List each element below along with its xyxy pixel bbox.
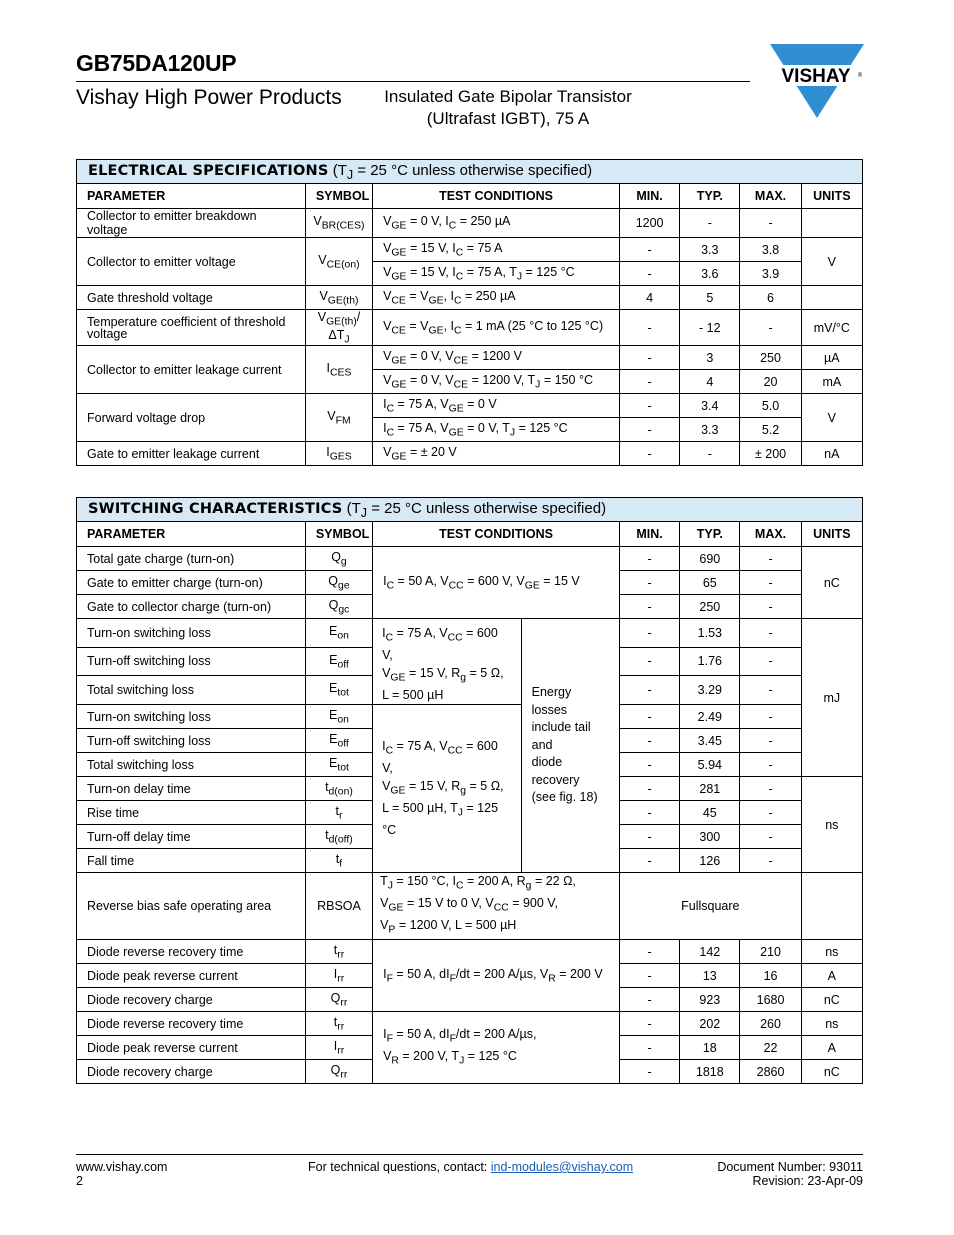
parameter-cell: Total switching loss (77, 676, 306, 705)
min-cell: - (619, 801, 679, 825)
min-cell: - (619, 1036, 679, 1060)
col-test-conditions: TEST CONDITIONS (373, 522, 620, 547)
typ-cell: 3.3 (680, 238, 740, 262)
unit-cell: mA (801, 370, 862, 394)
typ-cell: - (680, 442, 740, 466)
footer-left (76, 1160, 167, 1188)
unit-cell: nC (801, 988, 862, 1012)
typ-cell: 923 (680, 988, 740, 1012)
col-typ: TYP. (680, 522, 740, 547)
table-row (77, 286, 863, 310)
typ-cell: 250 (680, 595, 740, 619)
min-cell: - (619, 394, 679, 418)
condition-cell: $V_{GE}$ = ± 20 V (373, 442, 620, 466)
max-cell: - (740, 729, 801, 753)
typ-cell: 281 (680, 777, 740, 801)
parameter-cell: Turn-on switching loss (77, 619, 306, 648)
table-row (77, 619, 863, 648)
symbol-cell: $E_{on}$ (305, 705, 372, 729)
parameter-cell: Collector to emitter voltage (77, 238, 306, 286)
condition-cell: $V_{GE} = 15$ V, $I_C = 75$ A (373, 238, 620, 262)
min-cell: - (619, 238, 679, 262)
min-cell: - (619, 595, 679, 619)
parameter-cell: Diode peak reverse current (77, 964, 306, 988)
symbol-cell: $V_{FM}$ (305, 394, 372, 442)
parameter-cell: Turn-off switching loss (77, 647, 306, 676)
parameter-cell: Collector to emitter breakdown voltage (77, 209, 306, 238)
typ-cell: 3.45 (680, 729, 740, 753)
parameter-cell: Temperature coefficient of threshold voltage (77, 310, 306, 346)
title-line-2: (Ultrafast IGBT), 75 A (426, 109, 590, 128)
parameter-cell: Rise time (77, 801, 306, 825)
table-row (77, 705, 863, 729)
symbol-cell: $Q_{rr}$ (305, 1060, 372, 1084)
min-cell: - (619, 753, 679, 777)
typ-cell: 1.76 (680, 647, 740, 676)
max-cell: - (740, 571, 801, 595)
parameter-cell: Diode recovery charge (77, 1060, 306, 1084)
parameter-cell: Reverse bias safe operating area (77, 873, 306, 940)
min-cell: - (619, 310, 679, 346)
condition-cell: $V_{CE} = V_{GE}$, $I_C = 250$ µA (373, 286, 620, 310)
footer-right (717, 1160, 863, 1188)
max-cell: - (740, 647, 801, 676)
unit-cell: V (801, 394, 862, 442)
min-cell: - (619, 676, 679, 705)
min-cell: - (619, 940, 679, 964)
symbol-cell: $Q_{rr}$ (305, 988, 372, 1012)
col-min: MIN. (619, 522, 679, 547)
max-cell: 16 (740, 964, 801, 988)
footer-website[interactable]: www.vishay.com (76, 1160, 168, 1174)
typ-cell: 4 (680, 370, 740, 394)
vishay-logo (770, 44, 864, 120)
table-row (77, 238, 863, 262)
footer-revision: Revision: 23-Apr-09 (752, 1174, 863, 1188)
symbol-cell: RBSOA (305, 873, 372, 940)
table-row (77, 1012, 863, 1036)
unit-cell: V (801, 238, 862, 286)
footer-page-number: 2 (76, 1174, 83, 1188)
max-cell: 260 (740, 1012, 801, 1036)
condition-cell: $I_C = 75$ A, $V_{GE} = 0$ V, $T_J = 125$ °C (373, 418, 620, 442)
unit-cell: mV/°C (801, 310, 862, 346)
max-cell: 20 (740, 370, 801, 394)
unit-cell: nC (801, 1060, 862, 1084)
symbol-cell: $Q_{gc}$ (305, 595, 372, 619)
typ-cell: 5.94 (680, 753, 740, 777)
typ-cell: 3.6 (680, 262, 740, 286)
symbol-cell: $V_{GE(th)}$ (305, 286, 372, 310)
parameter-cell: Turn-off delay time (77, 825, 306, 849)
max-cell: 5.0 (740, 394, 801, 418)
title-line-1: Insulated Gate Bipolar Transistor (384, 87, 632, 106)
symbol-cell: $t_{d(off)}$ (305, 825, 372, 849)
typ-cell: 690 (680, 547, 740, 571)
max-cell: - (740, 310, 801, 346)
electrical-table-title: ELECTRICAL SPECIFICATIONS ($T_J = 25$ °C unless otherwise specified) (77, 160, 863, 184)
footer-contact (308, 1160, 633, 1174)
parameter-cell: Gate threshold voltage (77, 286, 306, 310)
parameter-cell: Gate to collector charge (turn-on) (77, 595, 306, 619)
col-units: UNITS (801, 522, 862, 547)
condition-cell: $I_C = 75$ A, $V_{CC} = 600$ V, $V_{GE} = 15$ V, $R_g = 5$ Ω, L = 500 µH (373, 619, 522, 705)
typ-cell: 1.53 (680, 619, 740, 648)
condition-cell: $I_F = 50$ A, $dI_F/dt = 200$ A/µs, $V_R = 200$ V (373, 940, 620, 1012)
condition-cell: $I_C = 50$ A, $V_{CC} = 600$ V, $V_{GE} = 15$ V (373, 547, 620, 619)
col-min: MIN. (619, 184, 679, 209)
condition-cell: $V_{GE} = 0$ V, $V_{CE} = 1200$ V, $T_J = 150$ °C (373, 370, 620, 394)
max-cell: - (740, 209, 801, 238)
max-cell: 3.9 (740, 262, 801, 286)
min-cell: - (619, 988, 679, 1012)
company-name: Vishay High Power Products (76, 86, 342, 109)
min-cell: - (619, 370, 679, 394)
unit-cell: ns (801, 777, 862, 873)
col-test-conditions: TEST CONDITIONS (373, 184, 620, 209)
typ-cell: 65 (680, 571, 740, 595)
col-typ: TYP. (680, 184, 740, 209)
symbol-cell: $E_{off}$ (305, 729, 372, 753)
typ-cell: 5 (680, 286, 740, 310)
max-cell: 5.2 (740, 418, 801, 442)
symbol-cell: $t_{rr}$ (305, 940, 372, 964)
max-cell: - (740, 849, 801, 873)
max-cell: - (740, 595, 801, 619)
table-row (77, 442, 863, 466)
parameter-cell: Turn-on delay time (77, 777, 306, 801)
typ-cell: 3.4 (680, 394, 740, 418)
min-cell: - (619, 619, 679, 648)
col-parameter: PARAMETER (77, 522, 306, 547)
symbol-cell: $t_r$ (305, 801, 372, 825)
max-cell: - (740, 547, 801, 571)
max-cell: 2860 (740, 1060, 801, 1084)
col-symbol: SYMBOL (305, 522, 372, 547)
max-cell: 210 (740, 940, 801, 964)
unit-cell: µA (801, 346, 862, 370)
symbol-cell: $Q_g$ (305, 547, 372, 571)
symbol-cell: $I_{rr}$ (305, 1036, 372, 1060)
condition-cell: $I_C = 75$ A, $V_{GE} = 0$ V (373, 394, 620, 418)
typ-cell: 2.49 (680, 705, 740, 729)
col-parameter: PARAMETER (77, 184, 306, 209)
parameter-cell: Collector to emitter leakage current (77, 346, 306, 394)
footer-document-number: Document Number: 93011 (717, 1160, 863, 1174)
vishay-logo-text: VISHAY (781, 66, 851, 87)
min-cell: - (619, 825, 679, 849)
symbol-cell: $I_{CES}$ (305, 346, 372, 394)
parameter-cell: Diode peak reverse current (77, 1036, 306, 1060)
symbol-cell: $V_{GE(th)}/\Delta T_J$ (305, 310, 372, 346)
table-row (77, 310, 863, 346)
part-number: GB75DA120UP (76, 50, 237, 76)
min-cell: - (619, 849, 679, 873)
max-cell: - (740, 619, 801, 648)
typ-cell: 3.29 (680, 676, 740, 705)
symbol-cell: $t_{d(on)}$ (305, 777, 372, 801)
unit-cell: A (801, 964, 862, 988)
typ-cell: 202 (680, 1012, 740, 1036)
symbol-cell: $E_{tot}$ (305, 676, 372, 705)
max-cell: - (740, 753, 801, 777)
parameter-cell: Total switching loss (77, 753, 306, 777)
symbol-cell: $V_{BR(CES)}$ (305, 209, 372, 238)
unit-cell: A (801, 1036, 862, 1060)
min-cell: - (619, 571, 679, 595)
symbol-cell: $Q_{ge}$ (305, 571, 372, 595)
table-row (77, 940, 863, 964)
min-cell: - (619, 346, 679, 370)
typ-cell: 142 (680, 940, 740, 964)
max-cell: 22 (740, 1036, 801, 1060)
max-cell: - (740, 825, 801, 849)
document-title (366, 86, 650, 130)
min-cell: - (619, 777, 679, 801)
min-cell: - (619, 705, 679, 729)
condition-cell: $I_F = 50$ A, $dI_F/dt = 200$ A/µs, $V_R = 200$ V, $T_J = 125$ °C (373, 1012, 620, 1084)
table-row (77, 547, 863, 571)
min-cell: 4 (619, 286, 679, 310)
min-cell: - (619, 418, 679, 442)
parameter-cell: Diode reverse recovery time (77, 940, 306, 964)
header-rule (76, 81, 750, 82)
typ-cell: 18 (680, 1036, 740, 1060)
min-cell: - (619, 1060, 679, 1084)
energy-note-cell: Energy losses include tail and diode recovery (see fig. 18) (521, 619, 619, 873)
typ-cell: 126 (680, 849, 740, 873)
max-cell: - (740, 801, 801, 825)
switching-characteristics-table (76, 497, 863, 1084)
symbol-cell: $I_{GES}$ (305, 442, 372, 466)
electrical-specifications-table (76, 159, 863, 466)
max-cell: - (740, 705, 801, 729)
rbsoa-value-cell: Fullsquare (619, 873, 801, 940)
table-row (77, 346, 863, 370)
typ-cell: 3 (680, 346, 740, 370)
typ-cell: 300 (680, 825, 740, 849)
max-cell: 6 (740, 286, 801, 310)
parameter-cell: Turn-on switching loss (77, 705, 306, 729)
col-symbol: SYMBOL (305, 184, 372, 209)
min-cell: - (619, 262, 679, 286)
typ-cell: 3.3 (680, 418, 740, 442)
typ-cell: 45 (680, 801, 740, 825)
symbol-cell: $t_{rr}$ (305, 1012, 372, 1036)
footer-contact-email-link[interactable]: ind-modules@vishay.com (490, 1160, 634, 1174)
condition-cell: $V_{CE} = V_{GE}$, $I_C = 1$ mA (25 °C to 125 °C) (373, 310, 620, 346)
vishay-logo-registered: ® (857, 73, 863, 79)
max-cell: 250 (740, 346, 801, 370)
max-cell: ± 200 (740, 442, 801, 466)
min-cell: - (619, 647, 679, 676)
unit-cell: ns (801, 1012, 862, 1036)
symbol-cell: $V_{CE(on)}$ (305, 238, 372, 286)
symbol-cell: $E_{tot}$ (305, 753, 372, 777)
condition-cell: $V_{GE} = 0$ V, $I_C = 250$ µA (373, 209, 620, 238)
parameter-cell: Diode recovery charge (77, 988, 306, 1012)
typ-cell: - (680, 209, 740, 238)
symbol-cell: $I_{rr}$ (305, 964, 372, 988)
table-row (77, 873, 863, 940)
parameter-cell: Diode reverse recovery time (77, 1012, 306, 1036)
condition-cell: $V_{GE} = 0$ V, $V_{CE} = 1200$ V (373, 346, 620, 370)
symbol-cell: $t_f$ (305, 849, 372, 873)
parameter-cell: Fall time (77, 849, 306, 873)
parameter-cell: Gate to emitter charge (turn-on) (77, 571, 306, 595)
unit-cell: mJ (801, 619, 862, 777)
symbol-cell: $E_{off}$ (305, 647, 372, 676)
min-cell: - (619, 442, 679, 466)
unit-cell (801, 286, 862, 310)
condition-cell: $T_J = 150$ °C, $I_C = 200$ A, $R_g = 22$ Ω, $V_{GE} = 15$ V to 0 V, $V_{CC} = 900$ V, $V_P = 1200$ V, L = 500 µH (373, 873, 620, 940)
table-row (77, 209, 863, 238)
col-max: MAX. (740, 522, 801, 547)
unit-cell (801, 873, 862, 940)
parameter-cell: Turn-off switching loss (77, 729, 306, 753)
col-units: UNITS (801, 184, 862, 209)
typ-cell: 13 (680, 964, 740, 988)
unit-cell: nA (801, 442, 862, 466)
max-cell: 1680 (740, 988, 801, 1012)
max-cell: - (740, 777, 801, 801)
parameter-cell: Total gate charge (turn-on) (77, 547, 306, 571)
footer-rule (76, 1154, 863, 1155)
unit-cell: ns (801, 940, 862, 964)
typ-cell: - 12 (680, 310, 740, 346)
condition-cell: $V_{GE} = 15$ V, $I_C = 75$ A, $T_J = 125$ °C (373, 262, 620, 286)
table-row (77, 394, 863, 418)
unit-cell (801, 209, 862, 238)
min-cell: - (619, 964, 679, 988)
symbol-cell: $E_{on}$ (305, 619, 372, 648)
typ-cell: 1818 (680, 1060, 740, 1084)
max-cell: 3.8 (740, 238, 801, 262)
min-cell: - (619, 1012, 679, 1036)
condition-cell: $I_C = 75$ A, $V_{CC} = 600$ V, $V_{GE} = 15$ V, $R_g = 5$ Ω, L = 500 µH, $T_J = 125$ °C (373, 705, 522, 873)
min-cell: - (619, 547, 679, 571)
min-cell: - (619, 729, 679, 753)
parameter-cell: Forward voltage drop (77, 394, 306, 442)
footer-contact-text: For technical questions, contact: (308, 1160, 491, 1174)
unit-cell: nC (801, 547, 862, 619)
max-cell: - (740, 676, 801, 705)
parameter-cell: Gate to emitter leakage current (77, 442, 306, 466)
min-cell: 1200 (619, 209, 679, 238)
col-max: MAX. (740, 184, 801, 209)
switching-table-title: SWITCHING CHARACTERISTICS ($T_J = 25$ °C unless otherwise specified) (77, 498, 863, 522)
